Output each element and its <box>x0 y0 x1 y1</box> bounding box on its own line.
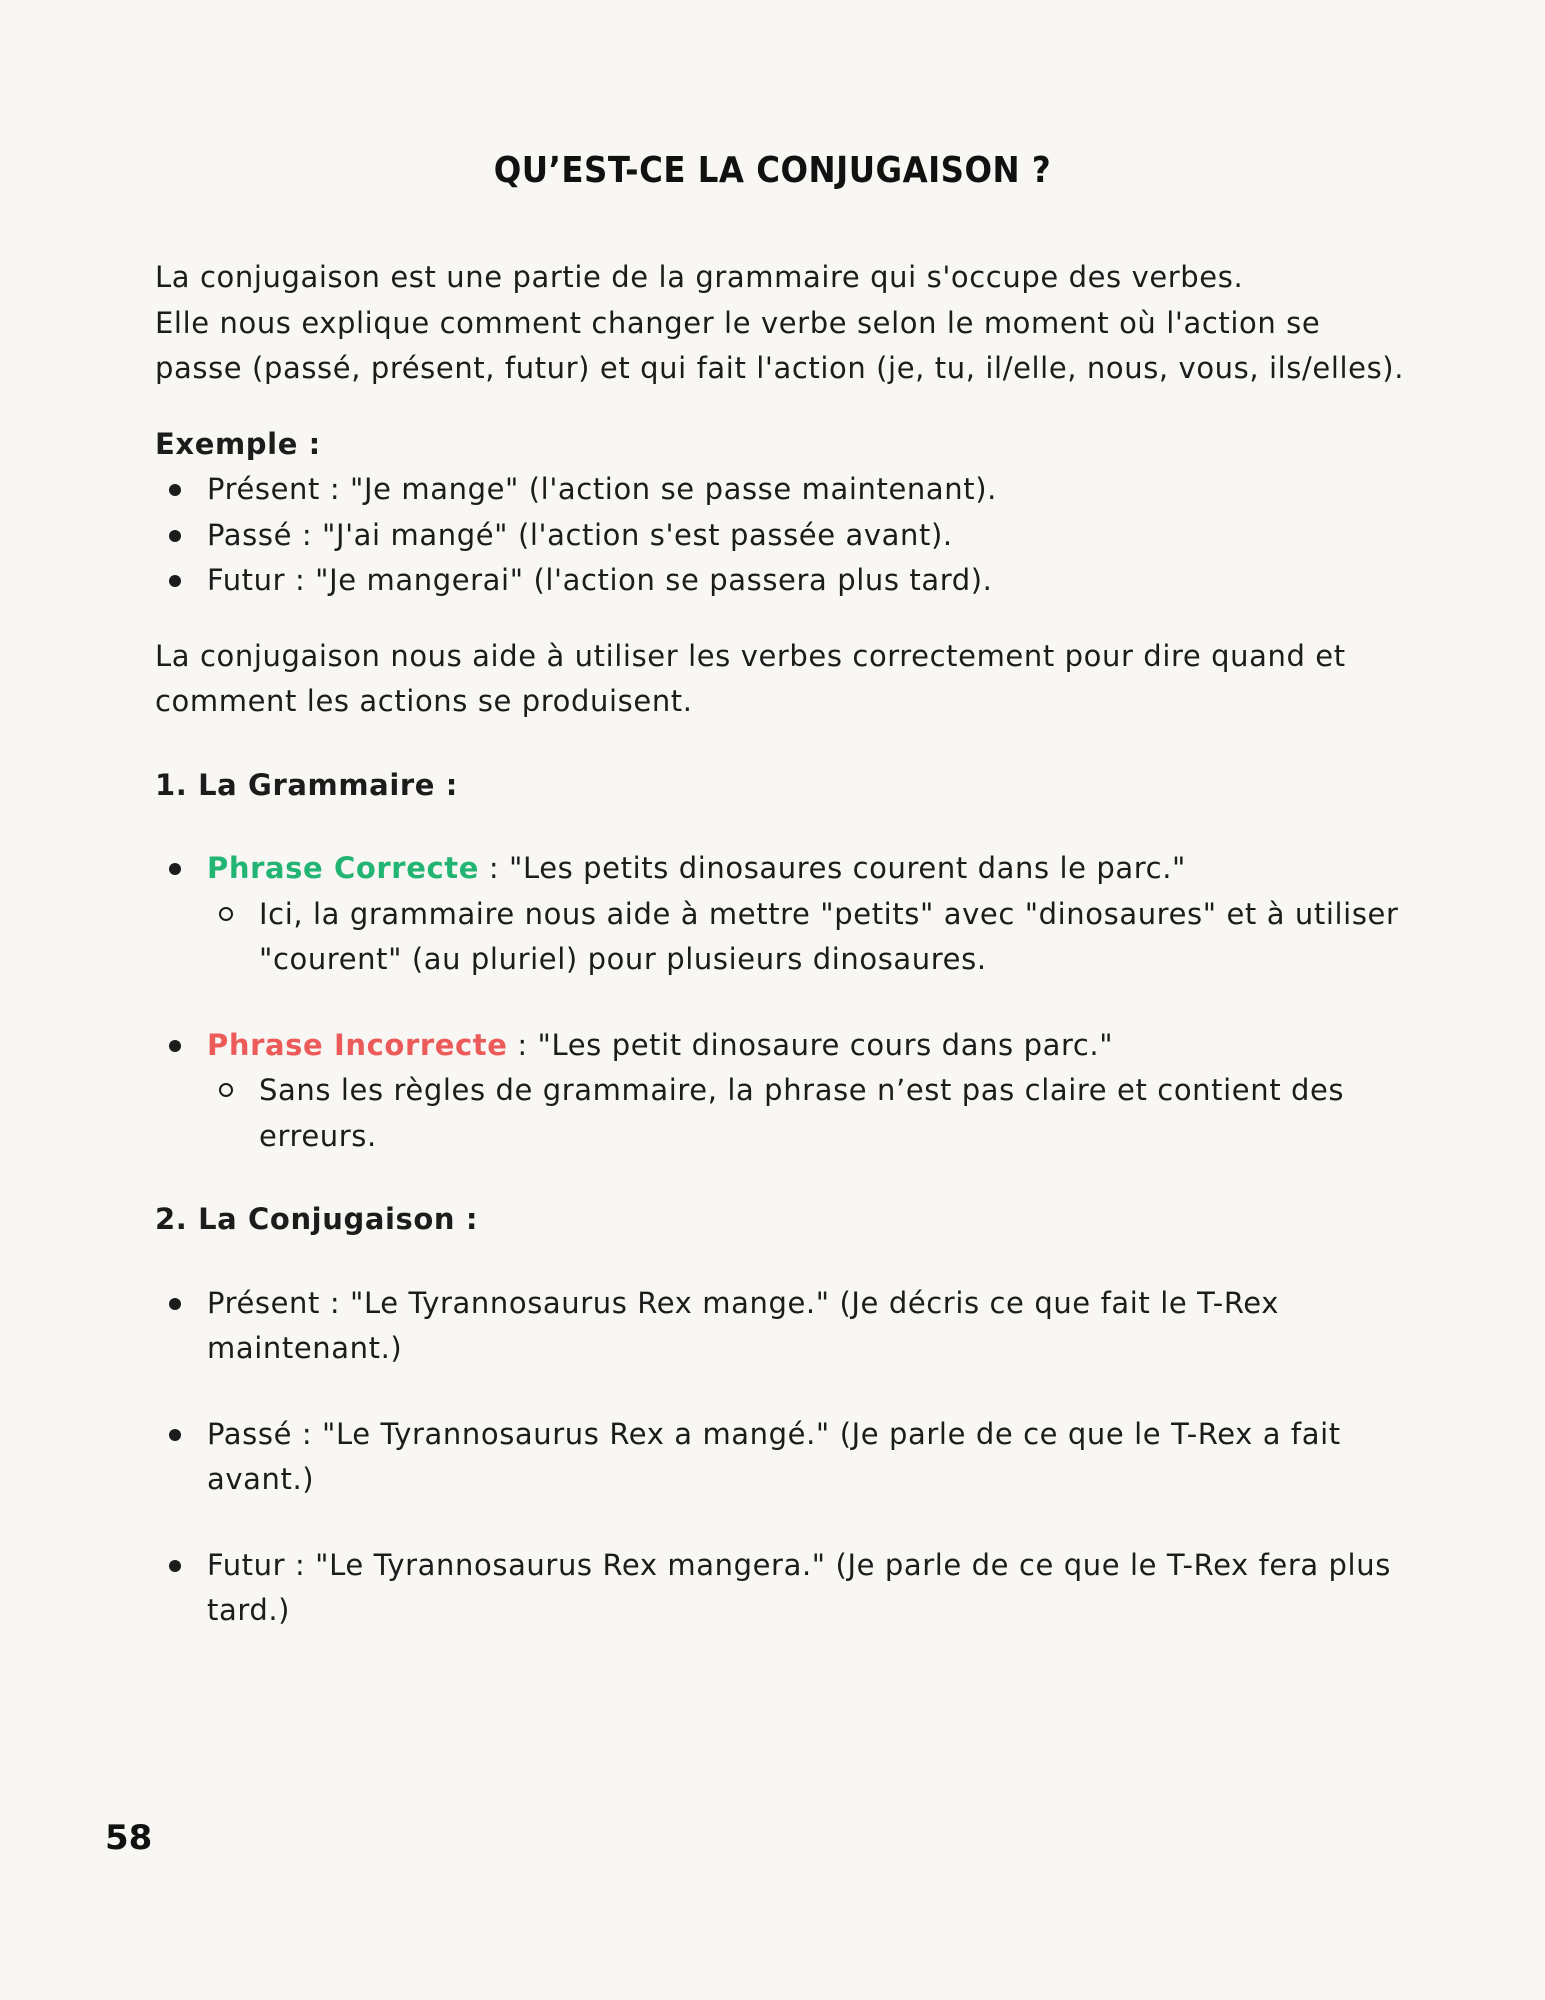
correct-label: Phrase Correcte <box>207 851 479 885</box>
conjugation-list <box>155 1281 1405 1634</box>
page-title: QU’EST-CE LA CONJUGAISON ? <box>493 150 1052 191</box>
incorrect-sublist <box>207 1068 1405 1159</box>
intro-line-1: La conjugaison est une partie de la grammaire qui s'occupe des verbes. <box>155 260 1244 294</box>
conjugation-item-future: Futur : "Le Tyrannosaurus Rex mangera." (Je parle de ce que le T-Rex fera plus tard.) <box>155 1543 1405 1634</box>
grammar-heading: 1. La Grammaire : <box>155 767 458 802</box>
grammar-item-incorrect <box>155 1023 1405 1160</box>
example-item-future: Futur : "Je mangerai" (l'action se passera plus tard). <box>155 558 1405 604</box>
conjugation-item-present: Présent : "Le Tyrannosaurus Rex mange." (Je décris ce que fait le T-Rex maintenant.) <box>155 1281 1405 1372</box>
summary-paragraph: La conjugaison nous aide à utiliser les verbes correctement pour dire quand et comment les actions se produisent. <box>155 638 1346 718</box>
correct-sublist <box>207 892 1405 983</box>
incorrect-sentence: : "Les petit dinosaure cours dans parc." <box>507 1027 1114 1062</box>
grammar-list <box>155 846 1405 1159</box>
page-number: 58 <box>105 1818 153 1858</box>
intro-line-2: Elle nous explique comment changer le verbe selon le moment où l'action se passe (passé, présent, futur) et qui fait l'action (je, tu, il/elle, nous, vous, ils/elles). <box>155 305 1405 385</box>
conjugation-heading: 2. La Conjugaison : <box>155 1202 479 1236</box>
correct-sentence: : "Les petits dinosaures courent dans le parc." <box>479 851 1186 885</box>
incorrect-label: Phrase Incorrecte <box>207 1027 508 1062</box>
example-list <box>155 467 1405 604</box>
example-label: Exemple : <box>155 426 321 461</box>
page-content <box>155 255 1405 1634</box>
intro-paragraph <box>155 255 1405 392</box>
correct-note: Ici, la grammaire nous aide à mettre "petits" avec "dinosaures" et à utiliser "courent" (au pluriel) pour plusieurs dinosaures. <box>207 892 1405 983</box>
example-item-past: Passé : "J'ai mangé" (l'action s'est passée avant). <box>155 513 1405 559</box>
example-item-present: Présent : "Je mange" (l'action se passe maintenant). <box>155 467 1405 513</box>
incorrect-note: Sans les règles de grammaire, la phrase n’est pas claire et contient des erreurs. <box>207 1068 1405 1159</box>
grammar-item-correct <box>155 846 1405 983</box>
conjugation-item-past: Passé : "Le Tyrannosaurus Rex a mangé." (Je parle de ce que le T-Rex a fait avant.) <box>155 1412 1405 1503</box>
